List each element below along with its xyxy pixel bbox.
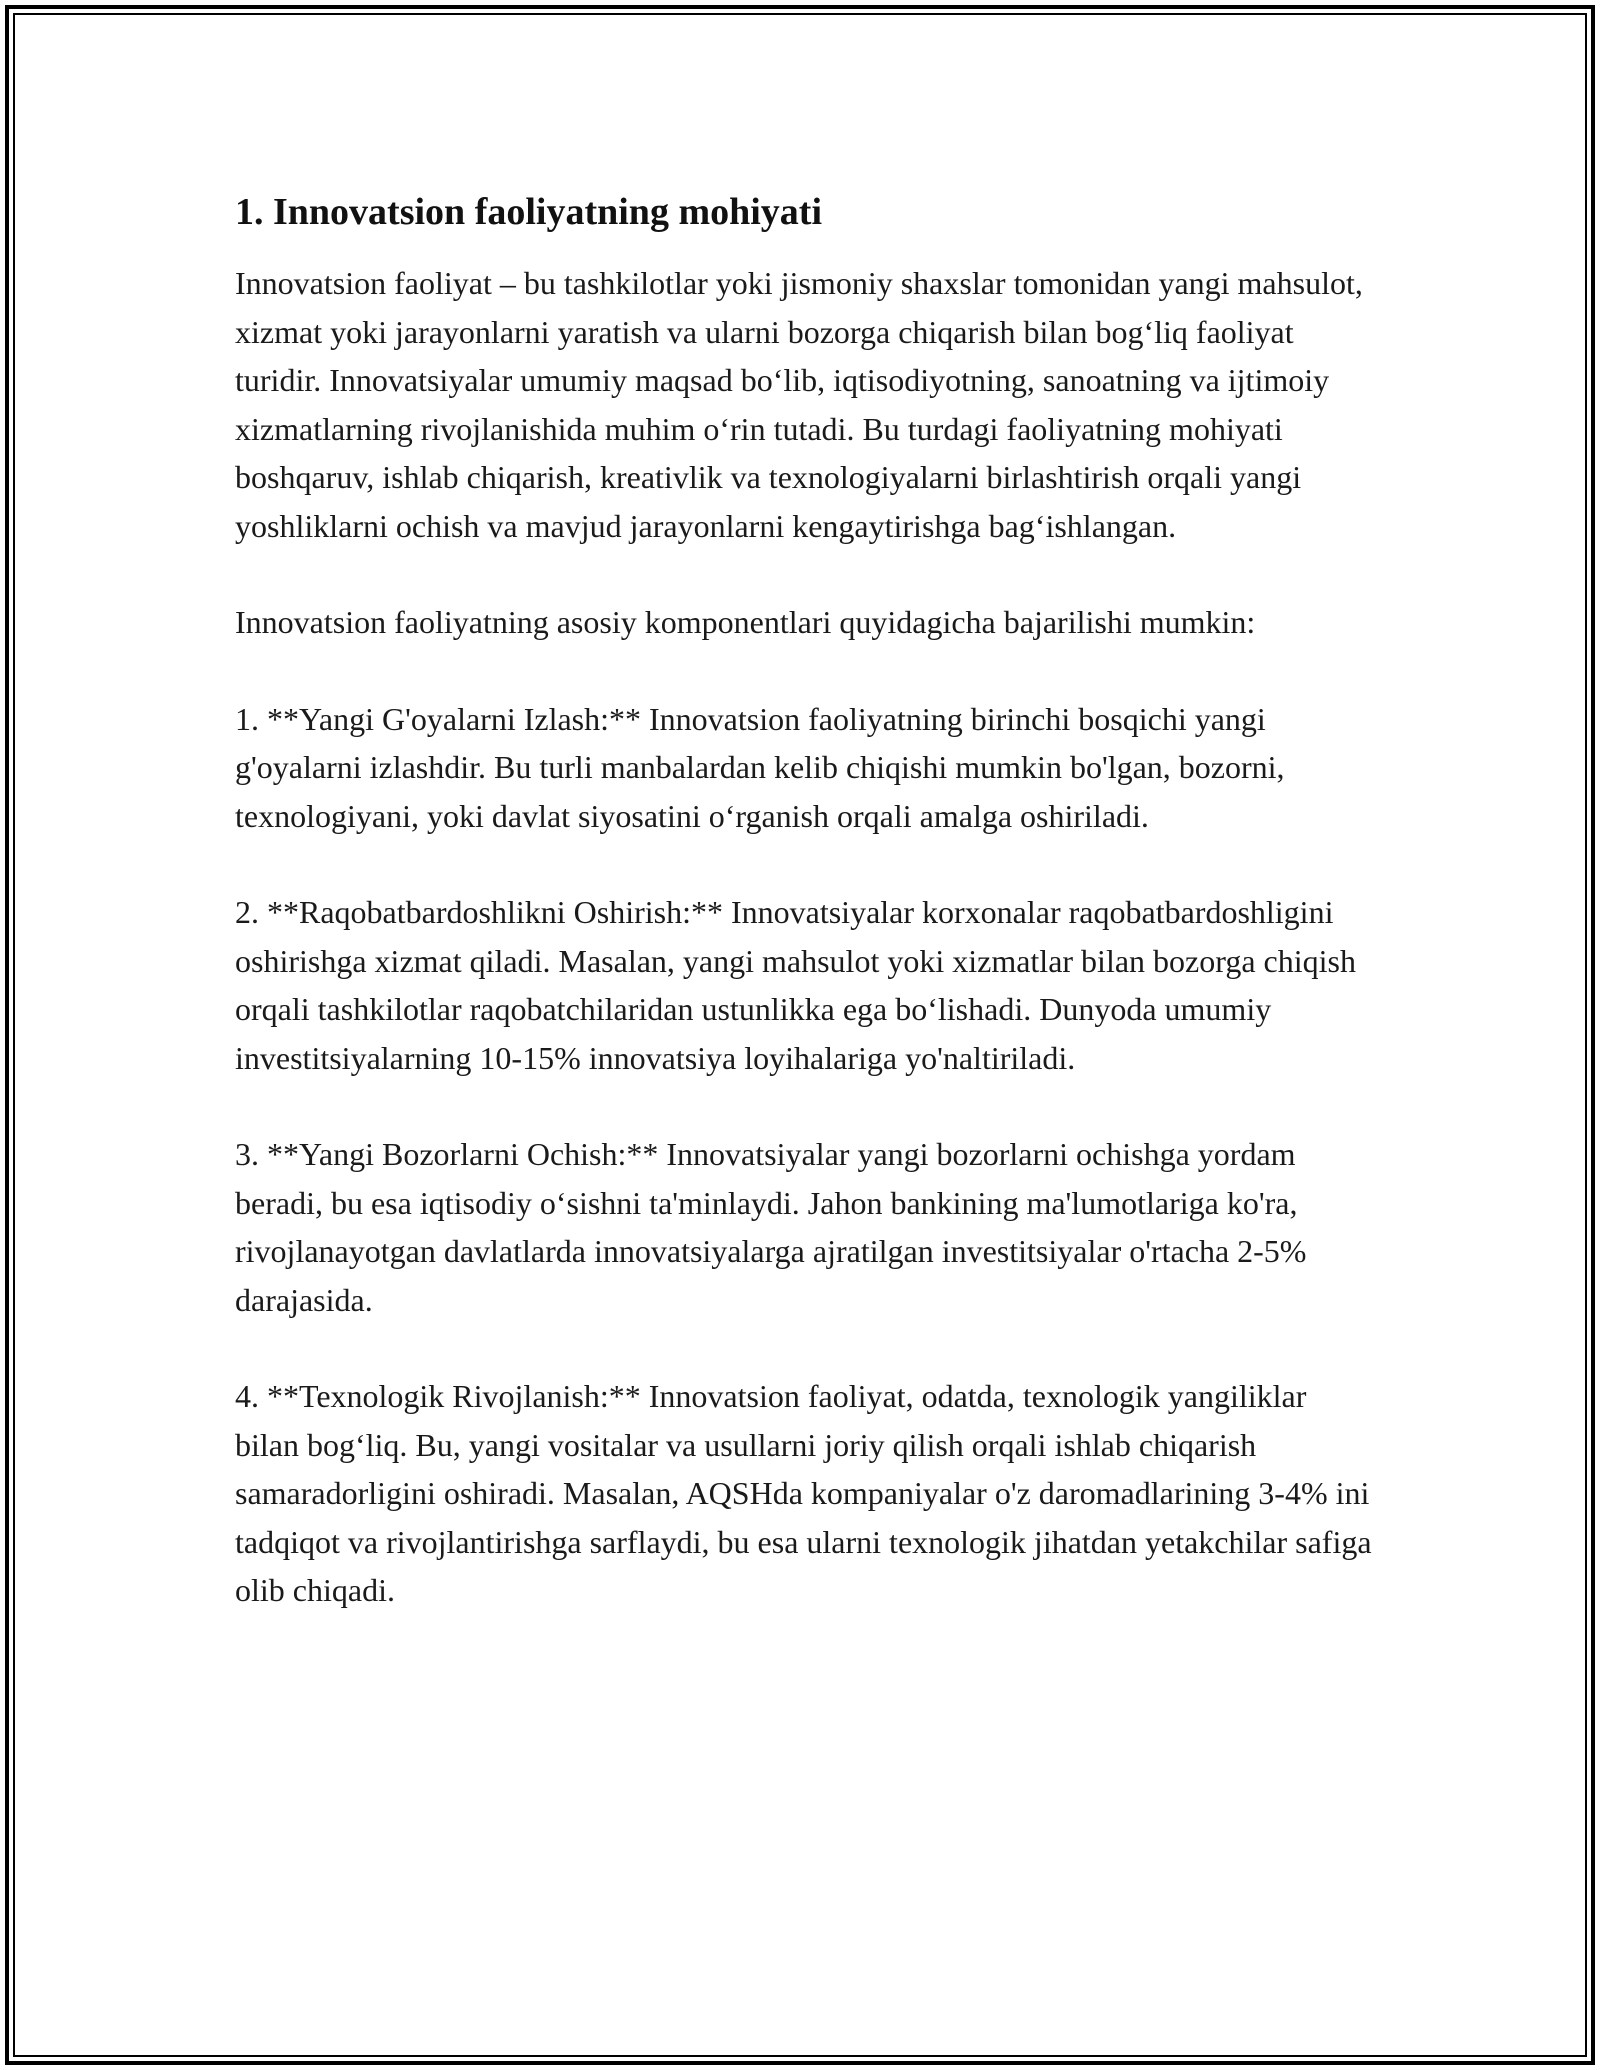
component-item-technology: 4. **Texnologik Rivojlanish:** Innovatsion faoliyat, odatda, texnologik yangiliklar bilan bog‘liq. Bu, yangi vositalar va usullarni joriy qilish orqali ishlab chiqarish samaradorligini oshiradi. Masalan, AQSHda kompaniyalar o'z daromadlarining 3-4% ini tadqiqot va rivojlantirishga sarflaydi, bu esa ularni texnologik jihatdan yetakchilar safiga olib chiqadi. (235, 1378, 1372, 1608)
intro-paragraph: Innovatsion faoliyat – bu tashkilotlar yoki jismoniy shaxslar tomonidan yangi mahsulot, xizmat yoki jarayonlarni yaratish va ularni bozorga chiqarish bilan bog‘liq faoliyat turidir. Innovatsiyalar umumiy maqsad bo‘lib, iqtisodiyotning, sanoatning va ijtimoiy xizmatlarning rivojlanishida muhim o‘rin tutadi. Bu turdagi faoliyatning mohiyati boshqaruv, ishlab chiqarish, kreativlik va texnologiyalarni birlashtirish orqali yangi yoshliklarni ochish va mavjud jarayonlarni kengaytirishga bag‘ishlangan. (235, 265, 1363, 544)
component-item-ideas: 1. **Yangi G'oyalarni Izlash:** Innovatsion faoliyatning birinchi bosqichi yangi g'oyalarni izlashdir. Bu turli manbalardan kelib chiqishi mumkin bo'lgan, bozorni, texnologiyani, yoki davlat siyosatini o‘rganish orqali amalga oshiriladi. (235, 700, 1285, 834)
section-heading: 1. Innovatsion faoliyatning mohiyati (235, 191, 822, 233)
component-item-new-markets: 3. **Yangi Bozorlarni Ochish:** Innovatsiyalar yangi bozorlarni ochishga yordam beradi, bu esa iqtisodiy o‘sishni ta'minlaydi. Jahon bankining ma'lumotlariga ko'ra, rivojlanayotgan davlatlarda innovatsiyalarga ajratilgan investitsiyalar o'rtacha 2-5% darajasida. (235, 1136, 1307, 1318)
components-intro-paragraph: Innovatsion faoliyatning asosiy komponentlari quyidagicha bajarilishi mumkin: (235, 604, 1256, 640)
component-item-competitiveness: 2. **Raqobatbardoshlikni Oshirish:** Innovatsiyalar korxonalar raqobatbardoshligini oshirishga xizmat qiladi. Masalan, yangi mahsulot yoki xizmatlar bilan bozorga chiqish orqali tashkilotlar raqobatchilaridan ustunlikka ega bo‘lishadi. Dunyoda umumiy investitsiyalarning 10-15% innovatsiya loyihalariga yo'naltiriladi. (235, 894, 1356, 1076)
document-body (235, 187, 1375, 1615)
